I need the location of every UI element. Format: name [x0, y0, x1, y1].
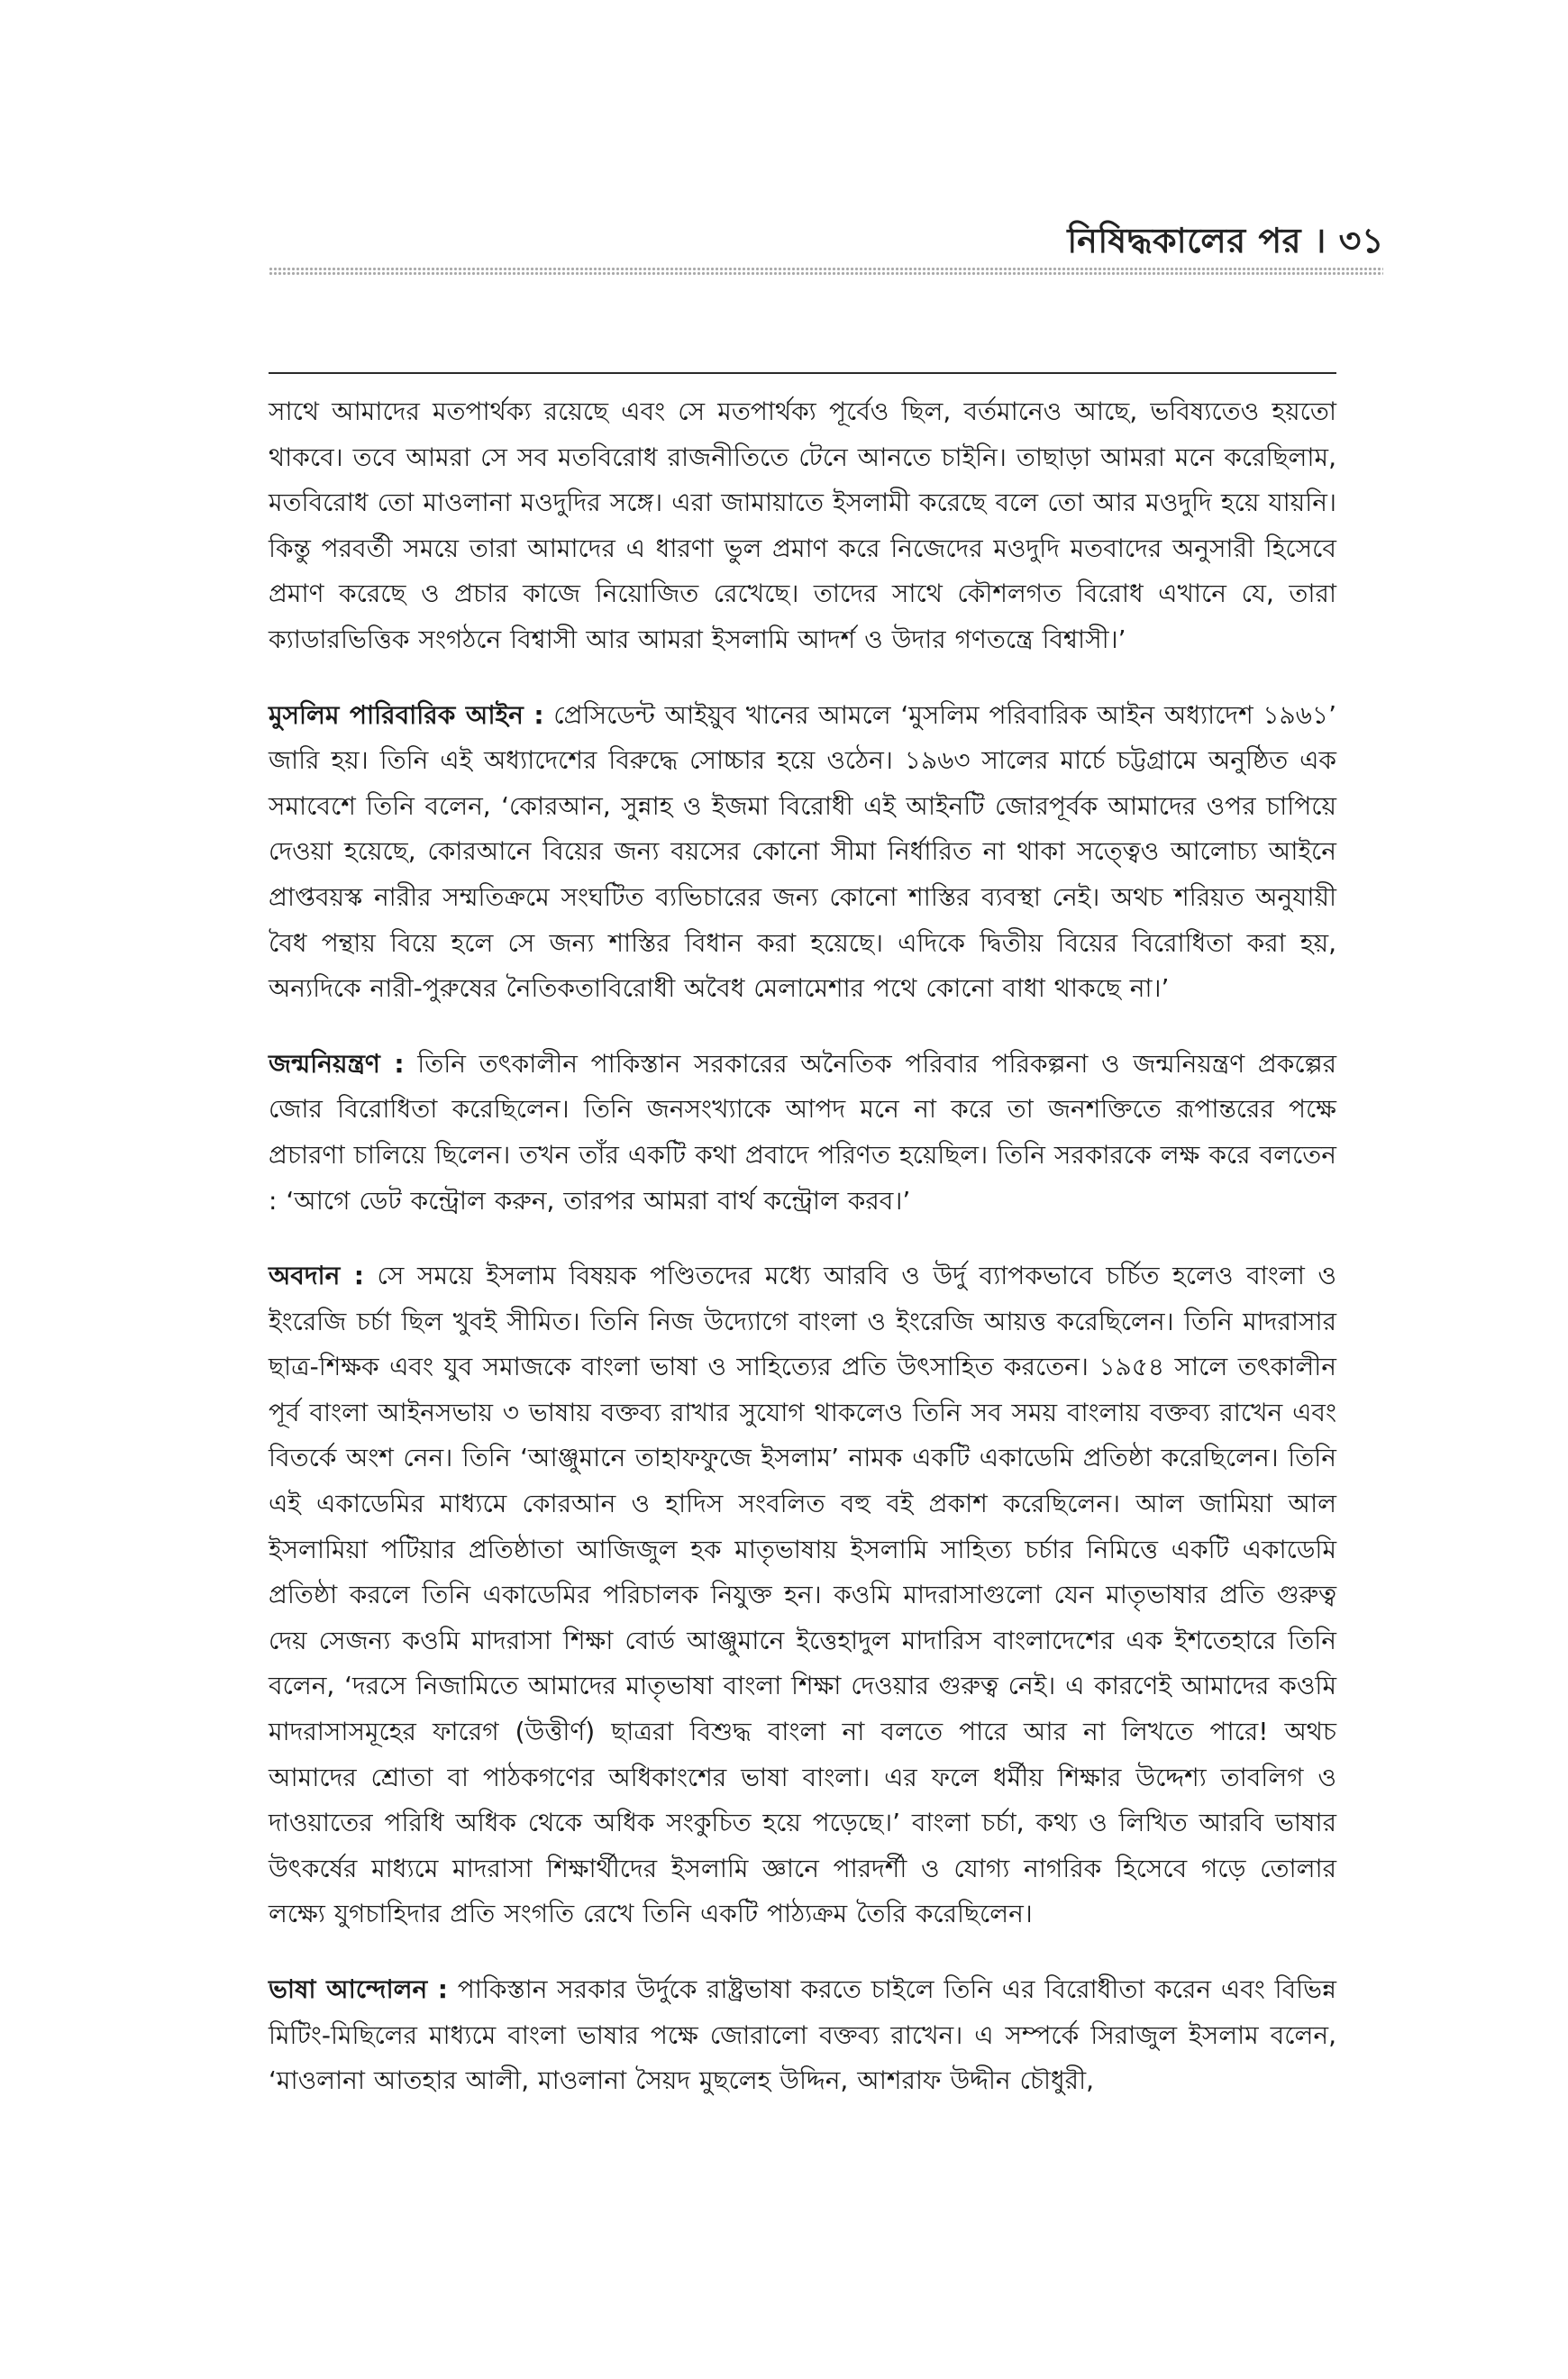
section-term: ভাষা আন্দোলন :: [269, 1974, 448, 2004]
section-term: জন্মনিয়ন্ত্রণ :: [269, 1048, 405, 1079]
decorative-dotted-rule: [269, 267, 1383, 276]
top-divider-line: [269, 372, 1336, 374]
paragraph-text: সে সময়ে ইসলাম বিষয়ক পণ্ডিতদের মধ্যে আরবি ও উর্দু ব্যাপকভাবে চর্চিত হলেও বাংলা ও ইংরেজি চর্চা ছিল খুবই সীমিত। তিনি নিজ উদ্যোগে বাংলা ও ইংরেজি আয়ত্ত করেছিলেন। তিনি মাদরাসার ছাত্র-শিক্ষক এবং যুব সমাজকে বাংলা ভাষা ও সাহিত্যের প্রতি উৎসাহিত করতেন। ১৯৫৪ সালে তৎকালীন পূর্ব বাংলা আইনসভায় ৩ ভাষায় বক্তব্য রাখার সুযোগ থাকলেও তিনি সব সময় বাংলায় বক্তব্য রাখেন এবং বিতর্কে অংশ নেন। তিনি ‘আঞ্জুমানে তাহাফফুজে ইসলাম’ নামক একটি একাডেমি প্রতিষ্ঠা করেছিলেন। তিনি এই একাডেমির মাধ্যমে কোরআন ও হাদিস সংবলিত বহু বই প্রকাশ করেছিলেন। আল জামিয়া আল ইসলামিয়া পটিয়ার প্রতিষ্ঠাতা আজিজুল হক মাতৃভাষায় ইসলামি সাহিত্য চর্চার নিমিত্তে একটি একাডেমি প্রতিষ্ঠা করলে তিনি একাডেমির পরিচালক নিযুক্ত হন। কওমি মাদরাসাগুলো যেন মাতৃভাষার প্রতি গুরুত্ব দেয় সেজন্য কওমি মাদরাসা শিক্ষা বোর্ড আঞ্জুমানে ইত্তেহাদুল মাদারিস বাংলাদেশের এক ইশতেহারে তিনি বলেন, ‘দরসে নিজামিতে আমাদের মাতৃভাষা বাংলা শিক্ষা দেওয়ার গুরুত্ব নেই। এ কারণেই আমাদের কওমি মাদরাসাসমূহের ফারেগ (উত্তীর্ণ) ছাত্ররা বিশুদ্ধ বাংলা না বলতে পারে আর না লিখতে পারে! অথচ আমাদের শ্রোতা বা পাঠকগণের অধিকাংশের ভাষা বাংলা। এর ফলে ধর্মীয় শিক্ষার উদ্দেশ্য তাবলিগ ও দাওয়াতের পরিধি অধিক থেকে অধিক সংকুচিত হয়ে পড়েছে।’ বাংলা চর্চা, কথ্য ও লিখিত আরবি ভাষার উৎকর্ষের মাধ্যমে মাদরাসা শিক্ষার্থীদের ইসলামি জ্ঞানে পারদর্শী ও যোগ্য নাগরিক হিসেবে গড়ে তোলার লক্ষ্যে যুগচাহিদার প্রতি সংগতি রেখে তিনি একটি পাঠ্যক্রম তৈরি করেছিলেন।: [269, 1261, 1336, 1929]
paragraph-language-movement: [269, 1967, 1336, 2104]
paragraph-quote-continuation: [269, 389, 1336, 663]
section-term: অবদান :: [269, 1261, 364, 1291]
paragraph-text: পাকিস্তান সরকার উর্দুকে রাষ্ট্রভাষা করতে চাইলে তিনি এর বিরোধীতা করেন এবং বিভিন্ন মিটিং-মিছিলের মাধ্যমে বাংলা ভাষার পক্ষে জোরালো বক্তব্য রাখেন। এ সম্পর্কে সিরাজুল ইসলাম বলেন, ‘মাওলানা আতহার আলী, মাওলানা সৈয়দ মুছলেহ উদ্দিন, আশরাফ উদ্দীন চৌধুরী,: [269, 1974, 1337, 2096]
paragraph-family-law: [269, 693, 1336, 1012]
paragraph-contribution: [269, 1253, 1336, 1937]
paragraph-birth-control: [269, 1042, 1336, 1224]
paragraph-text: তিনি তৎকালীন পাকিস্তান সরকারের অনৈতিক পরিবার পরিকল্পনা ও জন্মনিয়ন্ত্রণ প্রকল্পের জোর বিরোধিতা করেছিলেন। তিনি জনসংখ্যাকে আপদ মনে না করে তা জনশক্তিতে রূপান্তরের পক্ষে প্রচারণা চালিয়ে ছিলেন। তখন তাঁর একটি কথা প্রবাদে পরিণত হয়েছিল। তিনি সরকারকে লক্ষ করে বলতেন : ‘আগে ডেট কন্ট্রোল করুন, তারপর আমরা বার্থ কন্ট্রোল করব।’: [269, 1048, 1336, 1216]
text-body: [269, 389, 1336, 2134]
paragraph-text: সাথে আমাদের মতপার্থক্য রয়েছে এবং সে মতপার্থক্য পূর্বেও ছিল, বর্তমানেও আছে, ভবিষ্যতেও হয়তো থাকবে। তবে আমরা সে সব মতবিরোধ রাজনীতিতে টেনে আনতে চাইনি। তাছাড়া আমরা মনে করেছিলাম, মতবিরোধ তো মাওলানা মওদুদির সঙ্গে। এরা জামায়াতে ইসলামী করেছে বলে তো আর মওদুদি হয়ে যায়নি। কিন্তু পরবর্তী সময়ে তারা আমাদের এ ধারণা ভুল প্রমাণ করে নিজেদের মওদুদি মতবাদের অনুসারী হিসেবে প্রমাণ করেছে ও প্রচার কাজে নিয়োজিত রেখেছে। তাদের সাথে কৌশলগত বিরোধ এখানে যে, তারা ক্যাডারভিত্তিক সংগঠনে বিশ্বাসী আর আমরা ইসলামি আদর্শ ও উদার গণতন্ত্রে বিশ্বাসী।’: [269, 396, 1336, 654]
paragraph-text: প্রেসিডেন্ট আইয়ুব খানের আমলে ‘মুসলিম পরিবারিক আইন অধ্যাদেশ ১৯৬১’ জারি হয়। তিনি এই অধ্যাদেশের বিরুদ্ধে সোচ্চার হয়ে ওঠেন। ১৯৬৩ সালের মার্চে চট্টগ্রামে অনুষ্ঠিত এক সমাবেশে তিনি বলেন, ‘কোরআন, সুন্নাহ ও ইজমা বিরোধী এই আইনটি জোরপূর্বক আমাদের ওপর চাপিয়ে দেওয়া হয়েছে, কোরআনে বিয়ের জন্য বয়সের কোনো সীমা নির্ধারিত না থাকা সত্ত্বেও আলোচ্য আইনে প্রাপ্তবয়স্ক নারীর সম্মতিক্রমে সংঘটিত ব্যভিচারের জন্য কোনো শাস্তির ব্যবস্থা নেই। অথচ শরিয়ত অনুযায়ী বৈধ পন্থায় বিয়ে হলে সে জন্য শাস্তির বিধান করা হয়েছে। এদিকে দ্বিতীয় বিয়ের বিরোধিতা করা হয়, অন্যদিকে নারী-পুরুষের নৈতিকতাবিরোধী অবৈধ মেলামেশার পথে কোনো বাধা থাকছে না।’: [269, 699, 1336, 1004]
running-header: নিষিদ্ধকালের পর । ৩১: [1067, 221, 1384, 260]
section-term: মুসলিম পারিবারিক আইন :: [269, 699, 544, 730]
